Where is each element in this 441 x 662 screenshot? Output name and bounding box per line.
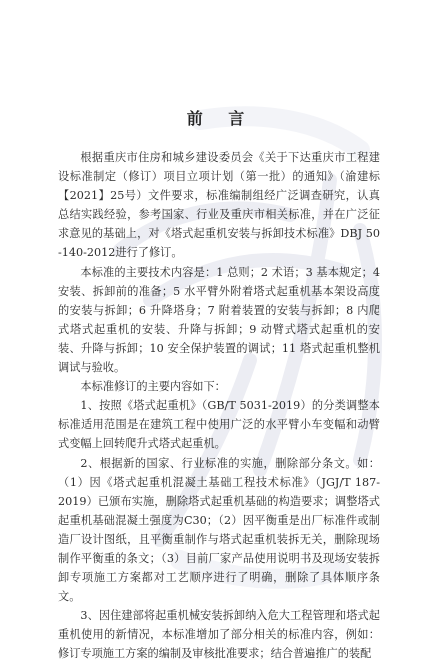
paragraph-revision-item-1: 1、按照《塔式起重机》（GB/T 5031-2019）的分类调整本标准适用范围是在建筑工程中使用广泛的水平臂小车变幅和动臂式变幅上回转爬升式塔式起重机。 bbox=[58, 399, 380, 451]
preface-title: 前 言 bbox=[186, 109, 255, 128]
paragraph-revision-item-2: 2、根据新的国家、行业标准的实施，删除部分条文。如：（1）因《塔式起重机混凝土基础工程技术标准》（JGJ/T 187-2019）已颁布实施，删除塔式起重机基础的构造要求；调整塔式起重机基础混凝土强度为C30；（2）因平衡重是出厂标准件或制造厂设计图纸，且平衡重制作与塔式起重机装拆无关，删除现场制作平衡重的条文；（3）目前厂家产品使用说明书及现场安装拆卸专项施工方案都对工艺顺序进行了明确，删除了具体顺序条文。 bbox=[58, 456, 380, 604]
preface-body bbox=[58, 148, 380, 662]
paragraph-revision-item-3: 3、因住建部将起重机械安装拆卸纳入危大工程管理和塔式起重机使用的新情况，本标准增加了部分相关的标准内容，例如：修订专项施工方案的编制及审核批准要求；结合普遍推广的装配 bbox=[58, 609, 380, 661]
paragraph-basis: 根据重庆市住房和城乡建设委员会《关于下达重庆市工程建设标准制定（修订）项目立项计划（第一批）的通知》（渝建标【2021】25号）文件要求，标准编制组经广泛调查研究，认真总结实践经验，参考国家、行业及重庆市相关标准，并在广泛征求意见的基础上，对《塔式起重机安装与拆卸技术标准》DBJ 50 -140-2012进行了修订。 bbox=[58, 151, 380, 260]
paragraph-main-content: 本标准的主要技术内容是：1 总则；2 术语；3 基本规定；4 安装、拆卸前的准备；5 水平臂外附着塔式起重机基本架设高度的安装与拆卸；6 升降塔身；7 附着装置的安装与拆卸；8 内爬式塔式起重机的安装、升降与拆卸；9 动臂式塔式起重机的安装、升降与拆卸；10 安全保护装置的调试；11 塔式起重机整机调试与验收。 bbox=[58, 265, 380, 375]
paragraph-revision-intro: 本标准修订的主要内容如下： bbox=[80, 380, 226, 394]
